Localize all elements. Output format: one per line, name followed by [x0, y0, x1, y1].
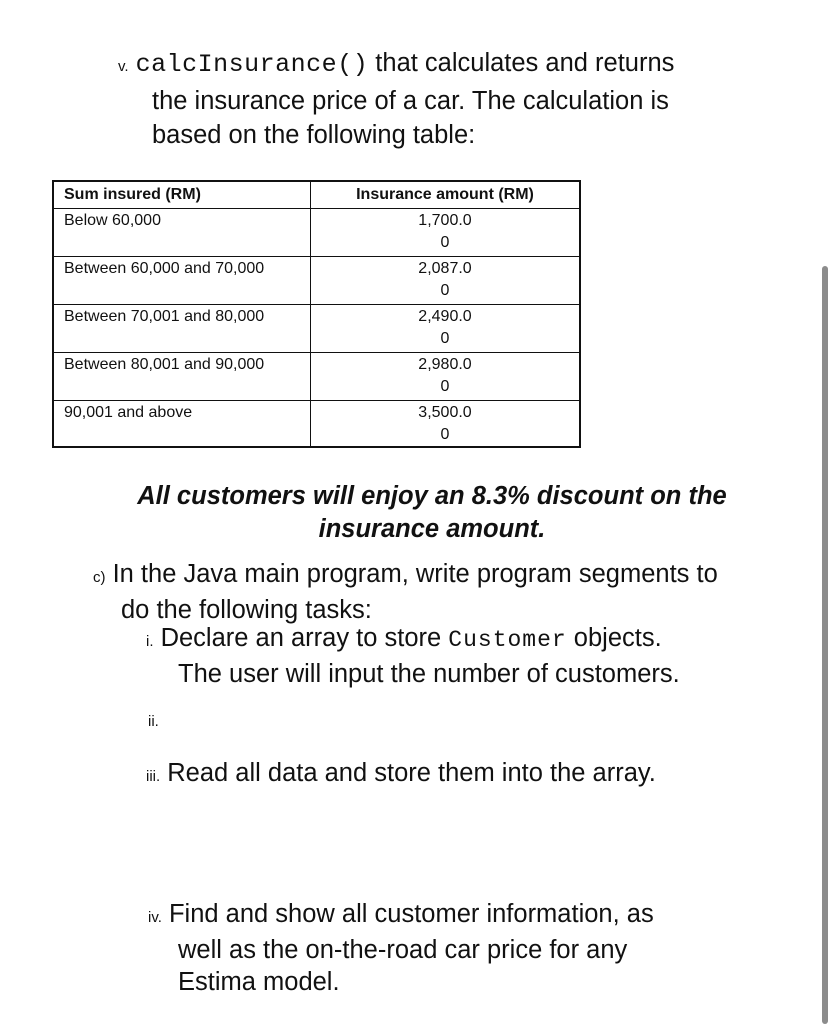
sum-insured-cell: Below 60,000 — [53, 209, 311, 257]
item-iii-marker: iii. — [146, 768, 161, 785]
amount-line2: 0 — [440, 426, 450, 443]
part-c-marker: c) — [93, 569, 106, 586]
item-i-line1 — [146, 622, 786, 658]
sum-insured-cell: 90,001 and above — [53, 401, 311, 448]
item-iv-line2: well as the on-the-road car price for any — [178, 936, 628, 964]
amount-line2: 0 — [440, 282, 450, 299]
method-name-code: calcInsurance() — [135, 50, 369, 79]
sum-insured-cell: Between 60,000 and 70,000 — [53, 257, 311, 305]
table-header-row — [53, 181, 580, 209]
item-ii-marker: ii. — [148, 713, 159, 730]
insurance-amount-cell — [311, 305, 581, 353]
header-sum-insured: Sum insured (RM) — [53, 181, 311, 209]
amount-line2: 0 — [440, 330, 450, 347]
sum-insured-cell: Between 70,001 and 80,000 — [53, 305, 311, 353]
part-c-line1-text: In the Java main program, write program segments to — [105, 560, 718, 588]
item-i-marker: i. — [146, 633, 154, 650]
insurance-amount-cell — [311, 353, 581, 401]
part-c — [93, 558, 803, 626]
item-i-text-pre: Declare an array to store — [153, 624, 449, 652]
part-c-line2: do the following tasks: — [121, 596, 372, 624]
discount-note-line2: insurance amount. — [318, 515, 546, 543]
amount-line2: 0 — [440, 378, 450, 395]
item-v-line1-text: that calculates and returns — [375, 49, 675, 77]
insurance-amount-cell — [311, 209, 581, 257]
header-insurance-amount: Insurance amount (RM) — [311, 181, 581, 209]
item-v-line2: the insurance price of a car. The calculation is — [152, 87, 669, 115]
amount-line2: 0 — [440, 234, 450, 251]
item-v-line1 — [118, 46, 778, 84]
amount-line1: 2,490.0 — [418, 308, 472, 325]
item-v-calc-insurance — [118, 46, 778, 152]
amount-line1: 2,087.0 — [418, 260, 472, 277]
item-iii-text: Read all data and store them into the array. — [160, 759, 656, 787]
amount-line1: 1,700.0 — [418, 212, 472, 229]
item-iv-line3: Estima model. — [178, 968, 340, 996]
amount-line1: 2,980.0 — [418, 356, 472, 373]
item-v-marker: v. — [118, 58, 129, 75]
item-iv — [148, 898, 768, 998]
table-row — [53, 353, 580, 401]
table-row — [53, 401, 580, 448]
discount-note-line1: All customers will enjoy an 8.3% discount on the — [137, 482, 727, 510]
amount-line1: 3,500.0 — [418, 404, 472, 421]
class-name-code: Customer — [448, 627, 567, 653]
item-iv-marker: iv. — [148, 909, 162, 926]
item-i — [146, 622, 786, 690]
item-ii — [148, 702, 159, 738]
discount-note — [60, 480, 804, 546]
insurance-amount-cell — [311, 401, 581, 448]
item-iii — [146, 757, 656, 793]
item-iv-line1-text: Find and show all customer information, as — [161, 900, 654, 928]
table-row — [53, 209, 580, 257]
part-c-line1 — [93, 558, 803, 594]
item-i-line2: The user will input the number of customers. — [178, 660, 680, 688]
scrollbar-thumb[interactable] — [822, 266, 828, 1024]
item-v-line3: based on the following table: — [152, 121, 476, 149]
insurance-table — [52, 180, 581, 448]
item-i-text-post: objects. — [566, 624, 662, 652]
insurance-amount-cell — [311, 257, 581, 305]
sum-insured-cell: Between 80,001 and 90,000 — [53, 353, 311, 401]
table-row — [53, 257, 580, 305]
table-row — [53, 305, 580, 353]
item-iv-line1 — [148, 898, 768, 934]
